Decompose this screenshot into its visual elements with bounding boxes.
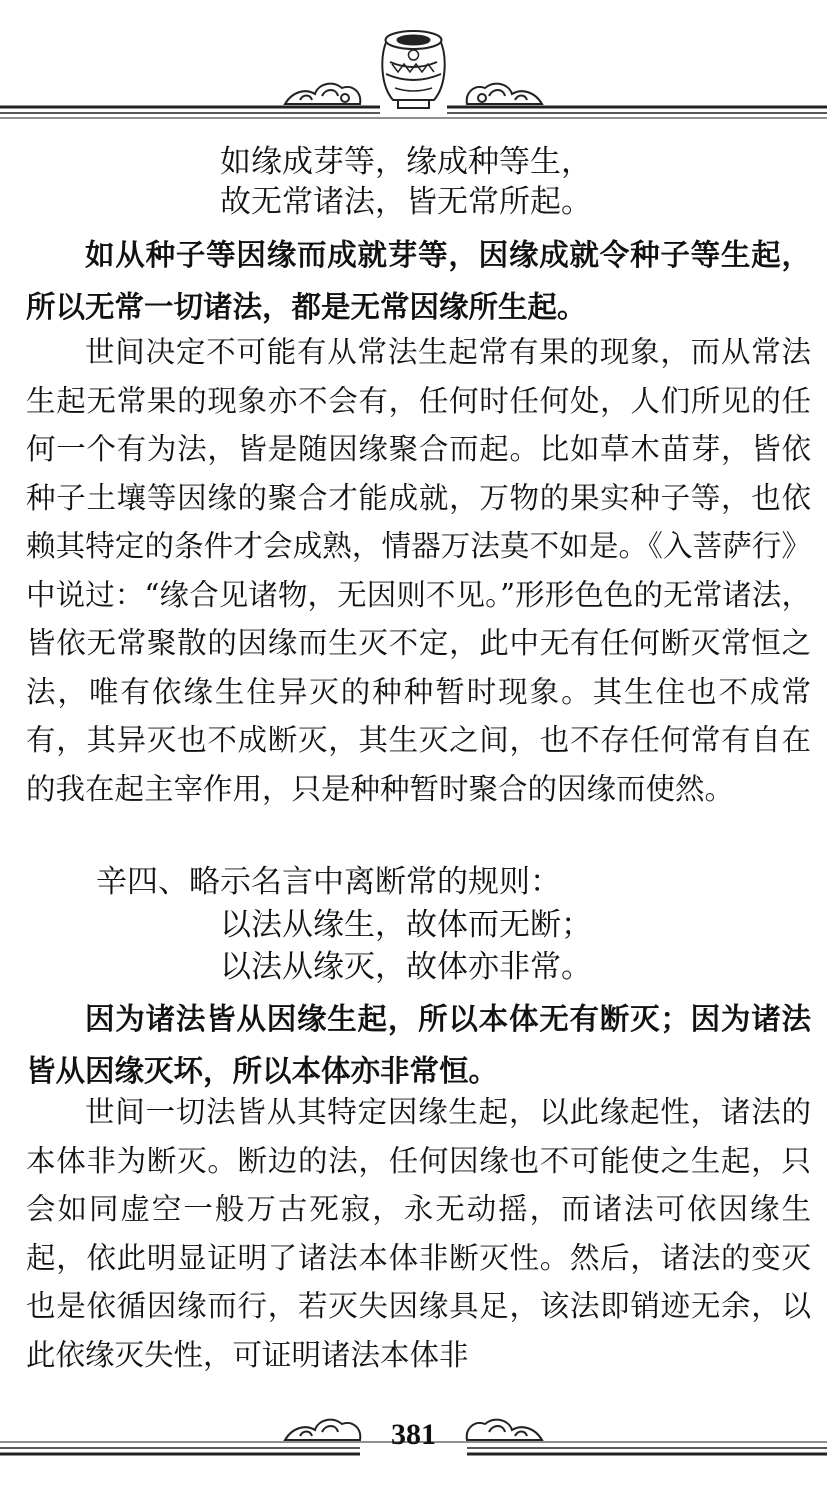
section-heading: 辛四、略示名言中离断常的规则： [96,864,561,900]
explanation-paragraph-2: 因为诸法皆从因缘生起，所以本体无有断灭；因为诸法皆从因缘灭坏，所以本体亦非常恒。 [26,1001,811,1088]
header-ornament [0,0,827,135]
right-cloud-icon [467,84,542,104]
commentary-paragraph-2: 世间一切法皆从其特定因缘生起，以此缘起性，诸法的本体非为断灭。断边的法，任何因缘也不可能使之生起，只会如同虚空一般万古死寂，永无动摇，而诸法可依因缘生起，依此明显证明了诸法本体非断灭性。然后，诸法的变灭也是依循因缘而行，若灭失因缘具足，该法即销迹无余，以此依缘灭失性，可证明诸法本体非 [26,1095,811,1372]
left-cloud-icon [285,84,360,104]
vase-icon [382,31,444,108]
verse-2-line-1: 以法从缘生，故体而无断； [220,907,592,943]
page-number: 381 [391,1418,436,1451]
verse-1-line-1: 如缘成芽等，缘成种等生， [220,144,592,180]
header-ornament-graphic [0,0,827,135]
commentary-paragraph-1: 世间决定不可能有从常法生起常有果的现象，而从常法生起无常果的现象亦不会有，任何时任何处，人们所见的任何一个有为法，皆是随因缘聚合而起。比如草木苗芽，皆依种子土壤等因缘的聚合才能成就，万物的果实种子等，也依赖其特定的条件才会成熟，情器万法莫不如是。《入菩萨行》中说过：“缘合见诸物，无因则不见。”形形色色的无常诸法，皆依无常聚散的因缘而生灭不定，此中无有任何断灭常恒之法，唯有依缘生住异灭的种种暂时现象。其生住也不成常有，其异灭也不成断灭，其生灭之间，也不存任何常有自在的我在起主宰作用，只是种种暂时聚合的因缘而使然。 [26,335,811,806]
verse-1-line-2: 故无常诸法，皆无常所起。 [220,184,592,220]
explanation-paragraph-1: 如从种子等因缘而成就芽等，因缘成就令种子等生起，所以无常一切诸法，都是无常因缘所生起。 [26,237,811,324]
verse-2-line-2: 以法从缘灭，故体亦非常。 [220,949,592,985]
